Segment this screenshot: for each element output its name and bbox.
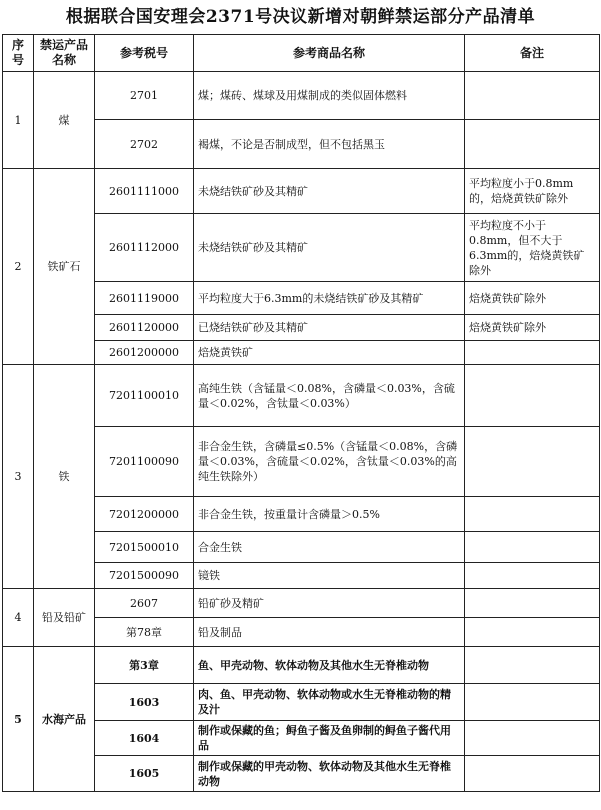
- row-name: 平均粒度大于6.3mm的未烧结铁矿砂及其精矿: [194, 282, 465, 315]
- row-code: 7201200000: [95, 497, 194, 532]
- row-note: [465, 341, 600, 365]
- row-note: [465, 684, 600, 721]
- row-code: 7201500090: [95, 563, 194, 589]
- row-name: 焙烧黄铁矿: [194, 341, 465, 365]
- row-code: 1604: [95, 721, 194, 756]
- row-name: 鱼、甲壳动物、软体动物及其他水生无脊椎动物: [194, 647, 465, 684]
- row-name: 高纯生铁（含锰量＜0.08%，含磷量＜0.03%，含硫量＜0.02%，含钛量＜0.03%）: [194, 365, 465, 427]
- row-name: 铅矿砂及精矿: [194, 589, 465, 618]
- table-row: [3, 365, 600, 427]
- table-row: [3, 169, 600, 214]
- header-name: 参考商品名称: [194, 35, 465, 72]
- group-seq: 4: [3, 589, 34, 647]
- row-name: 合金生铁: [194, 532, 465, 563]
- table-row: [3, 72, 600, 120]
- group-seq: 3: [3, 365, 34, 589]
- header-product: 禁运产品名称: [34, 35, 95, 72]
- row-note: [465, 72, 600, 120]
- row-code: 2607: [95, 589, 194, 618]
- page-title: 根据联合国安理会2371号决议新增对朝鲜禁运部分产品清单: [65, 7, 536, 27]
- row-name: 褐煤，不论是否制成型，但不包括黑玉: [194, 120, 465, 169]
- row-note: [465, 618, 600, 647]
- table-row: [3, 647, 600, 684]
- row-note: [465, 427, 600, 497]
- row-code: 2601111000: [95, 169, 194, 214]
- row-code: 第3章: [95, 647, 194, 684]
- header-row: [3, 35, 600, 72]
- row-note: [465, 497, 600, 532]
- row-code: 2601200000: [95, 341, 194, 365]
- row-code: 第78章: [95, 618, 194, 647]
- row-name: 未烧结铁矿砂及其精矿: [194, 169, 465, 214]
- group-product: 铁: [34, 365, 95, 589]
- row-name: 未烧结铁矿砂及其精矿: [194, 214, 465, 282]
- row-name: 已烧结铁矿砂及其精矿: [194, 315, 465, 341]
- group-product: 水海产品: [34, 647, 95, 792]
- row-name: 非合金生铁，含磷量≤0.5%（含锰量＜0.08%，含磷量＜0.03%，含硫量＜0.02%，含钛量＜0.03%的高纯生铁除外）: [194, 427, 465, 497]
- row-code: 2601120000: [95, 315, 194, 341]
- group-seq: 1: [3, 72, 34, 169]
- row-name: 铅及制品: [194, 618, 465, 647]
- row-code: 1603: [95, 684, 194, 721]
- row-note: [465, 563, 600, 589]
- header-seq: 序号: [3, 35, 34, 72]
- row-note: [465, 532, 600, 563]
- header-code: 参考税号: [95, 35, 194, 72]
- row-name: 非合金生铁，按重量计含磷量＞0.5%: [194, 497, 465, 532]
- group-seq: 2: [3, 169, 34, 365]
- row-name: 制作或保藏的甲壳动物、软体动物及其他水生无脊椎动物: [194, 756, 465, 792]
- row-note: [465, 589, 600, 618]
- row-name: 煤；煤砖、煤球及用煤制成的类似固体燃料: [194, 72, 465, 120]
- row-note: [465, 721, 600, 756]
- row-code: 2701: [95, 72, 194, 120]
- row-code: 2601112000: [95, 214, 194, 282]
- row-code: 7201500010: [95, 532, 194, 563]
- row-note: [465, 120, 600, 169]
- row-code: 2601119000: [95, 282, 194, 315]
- row-note: 平均粒度小于0.8mm的，焙烧黄铁矿除外: [465, 169, 600, 214]
- group-product: 铅及铅矿: [34, 589, 95, 647]
- header-note: 备注: [465, 35, 600, 72]
- row-note: [465, 647, 600, 684]
- row-code: 7201100010: [95, 365, 194, 427]
- row-code: 2702: [95, 120, 194, 169]
- row-note: 焙烧黄铁矿除外: [465, 315, 600, 341]
- group-seq: 5: [3, 647, 34, 792]
- row-code: 1605: [95, 756, 194, 792]
- row-note: [465, 365, 600, 427]
- row-note: 焙烧黄铁矿除外: [465, 282, 600, 315]
- row-code: 7201100090: [95, 427, 194, 497]
- embargo-table: [2, 34, 600, 792]
- group-product: 煤: [34, 72, 95, 169]
- row-note: 平均粒度不小于0.8mm，但不大于6.3mm的，焙烧黄铁矿除外: [465, 214, 600, 282]
- row-name: 制作或保藏的鱼；鲟鱼子酱及鱼卵制的鲟鱼子酱代用品: [194, 721, 465, 756]
- row-note: [465, 756, 600, 792]
- row-name: 镜铁: [194, 563, 465, 589]
- row-name: 肉、鱼、甲壳动物、软体动物或水生无脊椎动物的精及汁: [194, 684, 465, 721]
- table-row: [3, 589, 600, 618]
- group-product: 铁矿石: [34, 169, 95, 365]
